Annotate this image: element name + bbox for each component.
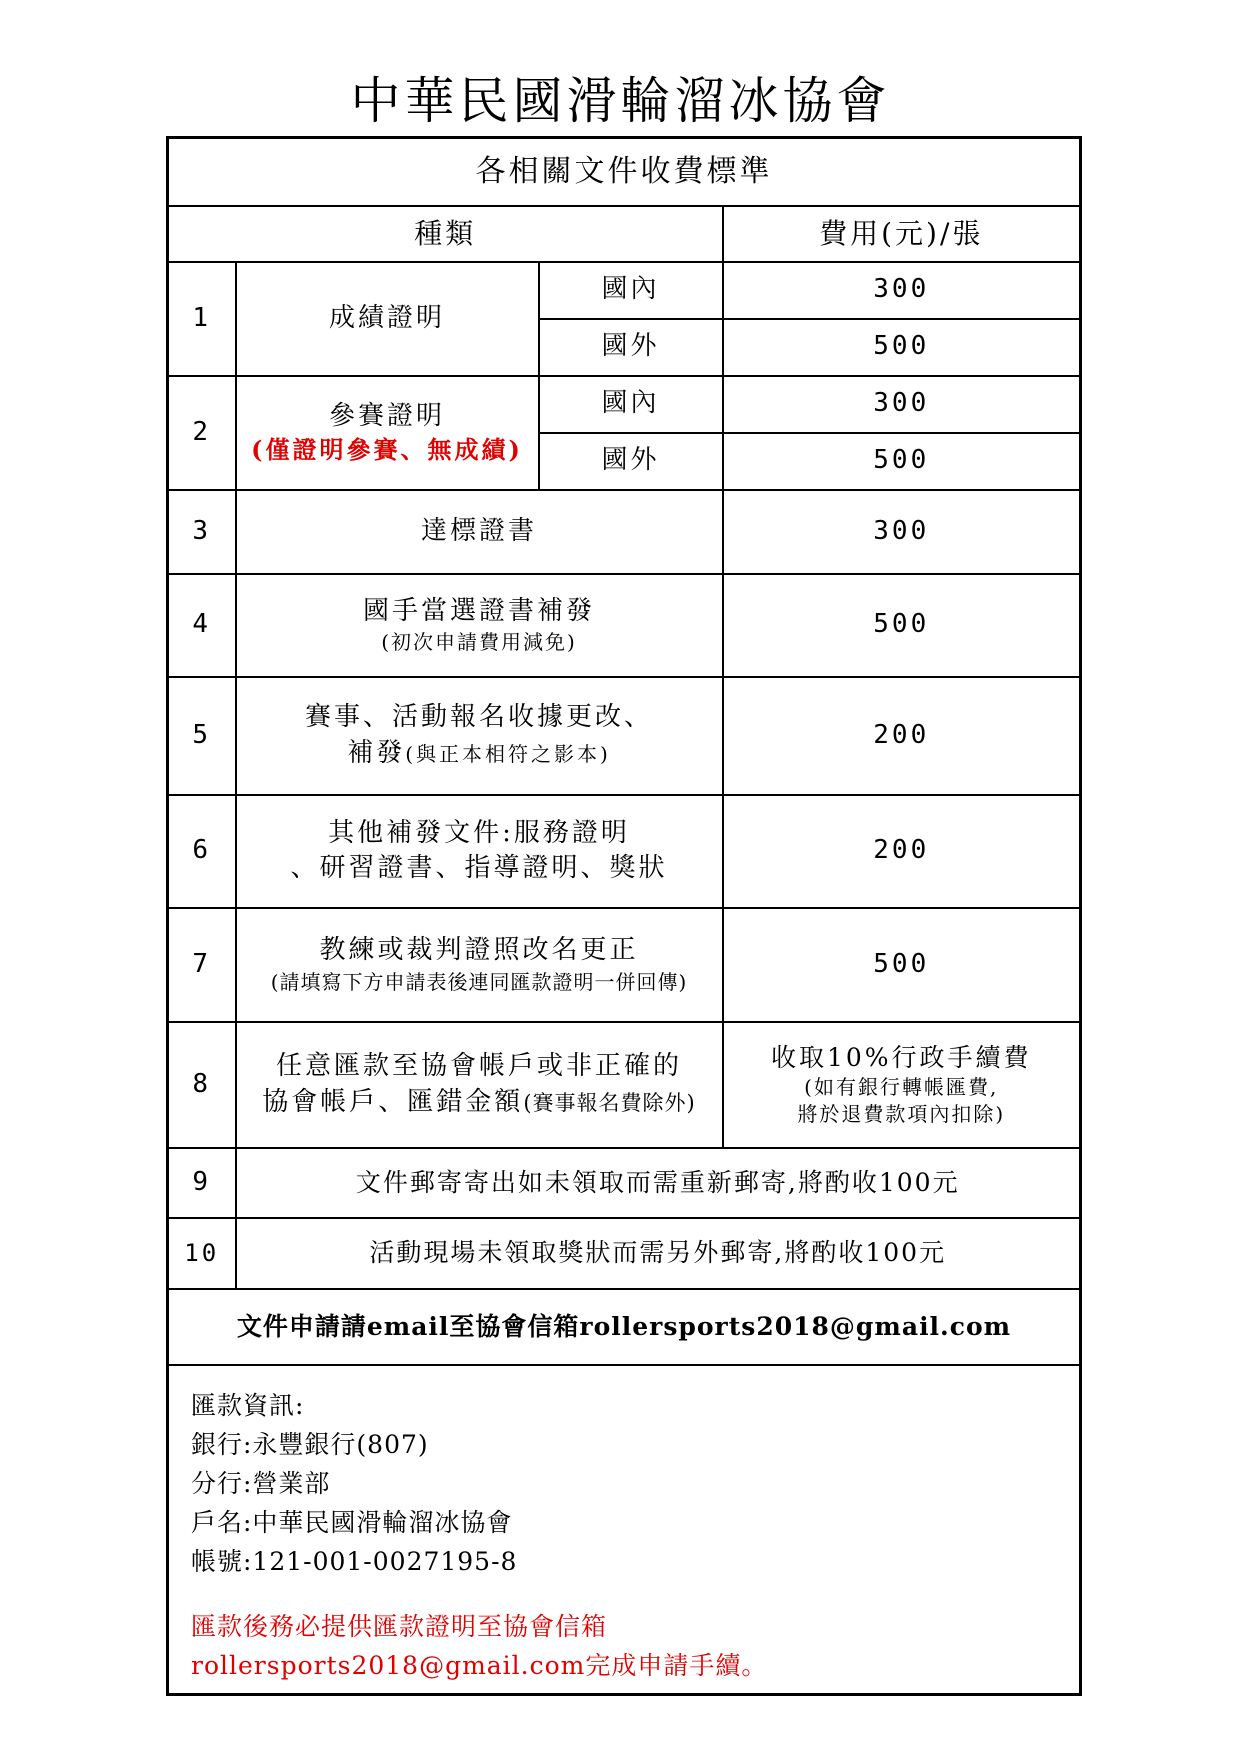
item-name-line1: 賽事、活動報名收據更改、 [304, 702, 653, 733]
remittance-heading: 匯款資訊: [191, 1390, 305, 1420]
row-number: 4 [168, 574, 236, 677]
row-number: 10 [168, 1218, 236, 1289]
item-name [236, 908, 723, 1022]
item-note: (賽事報名費除外) [523, 1090, 696, 1115]
table-row [168, 490, 1081, 574]
fee-value: 300 [723, 376, 1081, 433]
item-name-line1: 其他補發文件:服務證明 [328, 817, 630, 848]
table-row [168, 1218, 1081, 1289]
fee-value: 500 [723, 574, 1081, 677]
item-note: (僅證明參賽、無成績) [251, 434, 523, 464]
table-row [168, 1148, 1081, 1218]
row-number: 7 [168, 908, 236, 1022]
table-row [168, 574, 1081, 677]
table-row [168, 376, 1081, 433]
item-name: 成績證明 [236, 262, 539, 376]
account-number-line: 帳號:121-001-0027195-8 [191, 1546, 518, 1576]
row-number: 6 [168, 795, 236, 908]
fee-line3: 將於退費款項內扣除) [797, 1102, 1006, 1127]
fee-value: 300 [723, 490, 1081, 574]
bank-line: 銀行:永豐銀行(807) [191, 1429, 429, 1459]
table-row [168, 262, 1081, 319]
item-name [236, 677, 723, 795]
fee-value: 500 [723, 908, 1081, 1022]
item-name-line2: 協會帳戶、匯錯金額 [262, 1086, 524, 1117]
item-name-text: 教練或裁判證照改名更正 [319, 935, 639, 966]
item-name [236, 1022, 723, 1148]
fee-value [723, 1022, 1081, 1148]
fee-value: 500 [723, 433, 1081, 490]
row-number: 2 [168, 376, 236, 490]
branch-line: 分行:營業部 [191, 1468, 331, 1498]
table-row [168, 795, 1081, 908]
fee-value: 200 [723, 677, 1081, 795]
item-name: 達標證書 [236, 490, 723, 574]
column-header-type: 種類 [168, 206, 723, 262]
email-notice: 文件申請請email至協會信箱rollersports2018@gmail.com [168, 1289, 1081, 1365]
item-name [236, 574, 723, 677]
document-title: 中華民國滑輪溜冰協會 [350, 72, 891, 130]
item-name [236, 795, 723, 908]
row-number: 3 [168, 490, 236, 574]
fee-value: 500 [723, 319, 1081, 376]
fee-line1: 收取10%行政手續費 [770, 1042, 1032, 1072]
item-note: (請填寫下方申請表後連同匯款證明一併回傳) [270, 969, 688, 994]
column-header-fee: 費用(元)/張 [723, 206, 1081, 262]
row-number: 8 [168, 1022, 236, 1148]
item-name-text: 國手當選證書補發 [362, 595, 595, 626]
fee-table [166, 136, 1082, 1696]
item-name-line1: 任意匯款至協會帳戶或非正確的 [275, 1051, 682, 1082]
item-text: 文件郵寄寄出如未領取而需重新郵寄,將酌收100元 [236, 1148, 1081, 1218]
fee-value: 300 [723, 262, 1081, 319]
sub-label: 國內 [539, 376, 723, 433]
row-number: 5 [168, 677, 236, 795]
remittance-warning-line1: 匯款後務必提供匯款證明至協會信箱 [191, 1611, 608, 1641]
table-row [168, 677, 1081, 795]
table-heading: 各相關文件收費標準 [168, 138, 1081, 206]
row-number: 1 [168, 262, 236, 376]
account-name-line: 戶名:中華民國滑輪溜冰協會 [191, 1507, 513, 1537]
remittance-info [168, 1365, 1081, 1695]
item-note: (與正本相符之影本) [405, 741, 611, 766]
item-name [236, 376, 539, 490]
sub-label: 國外 [539, 433, 723, 490]
sub-label: 國外 [539, 319, 723, 376]
fee-value: 200 [723, 795, 1081, 908]
item-name-line2: 、研習證書、指導證明、獎狀 [290, 853, 668, 883]
item-note: (初次申請費用減免) [381, 630, 577, 655]
table-row [168, 1022, 1081, 1148]
item-text: 活動現場未領取獎狀而需另外郵寄,將酌收100元 [236, 1218, 1081, 1289]
table-row [168, 908, 1081, 1022]
remittance-warning-line2: rollersports2018@gmail.com完成申請手續。 [191, 1650, 768, 1680]
item-name-line2: 補發 [347, 737, 406, 768]
fee-line2: (如有銀行轉帳匯費, [804, 1075, 999, 1100]
row-number: 9 [168, 1148, 236, 1218]
item-name-text: 參賽證明 [328, 400, 445, 431]
sub-label: 國內 [539, 262, 723, 319]
